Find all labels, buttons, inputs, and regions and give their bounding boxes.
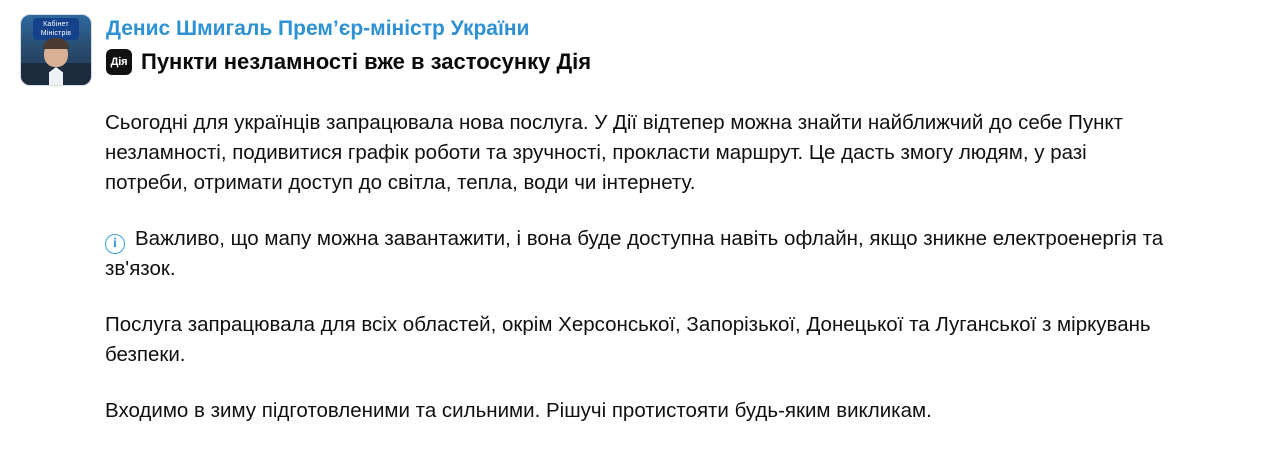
post-paragraph-2 <box>105 224 1170 284</box>
info-icon: i <box>105 234 125 254</box>
post-paragraph-3: Послуга запрацювала для всіх областей, окрім Херсонської, Запорізької, Донецької та Луганської з міркувань безпеки. <box>105 313 1151 366</box>
post-header <box>20 14 1220 86</box>
post-paragraph-1: Сьогодні для українців запрацювала нова послуга. У Дії відтепер можна знайти найближчий до себе Пункт незламності, подивитися графік роботи та зручності, прокласти маршрут. Це дасть змогу людям, у разі потреби, отримати доступ до світла, тепла, води чи інтернету. <box>105 111 1124 194</box>
dia-app-icon: Дія <box>106 49 132 75</box>
avatar-emblem-line1: Кабінет <box>43 21 69 28</box>
page-title: Пункти незламності вже в застосунку Дія <box>141 49 592 74</box>
avatar-emblem-line2: Міністрів <box>40 30 72 37</box>
avatar[interactable] <box>20 14 92 86</box>
post-body <box>20 108 1220 426</box>
post-paragraph-4: Входимо в зиму підготовленими та сильними. Рішучі протистояти будь-яким викликам. <box>105 399 932 422</box>
avatar-emblem <box>33 18 79 40</box>
author-name[interactable]: Денис Шмигаль Прем’єр-міністр України <box>106 17 530 40</box>
avatar-figure-hair <box>43 38 69 49</box>
post-header-texts <box>106 14 591 76</box>
post-title-row <box>106 48 591 76</box>
post-paragraph-2-text: Важливо, що мапу можна завантажити, і вона буде доступна навіть офлайн, якщо зникне електроенергія та зв'язок. <box>105 227 1164 280</box>
